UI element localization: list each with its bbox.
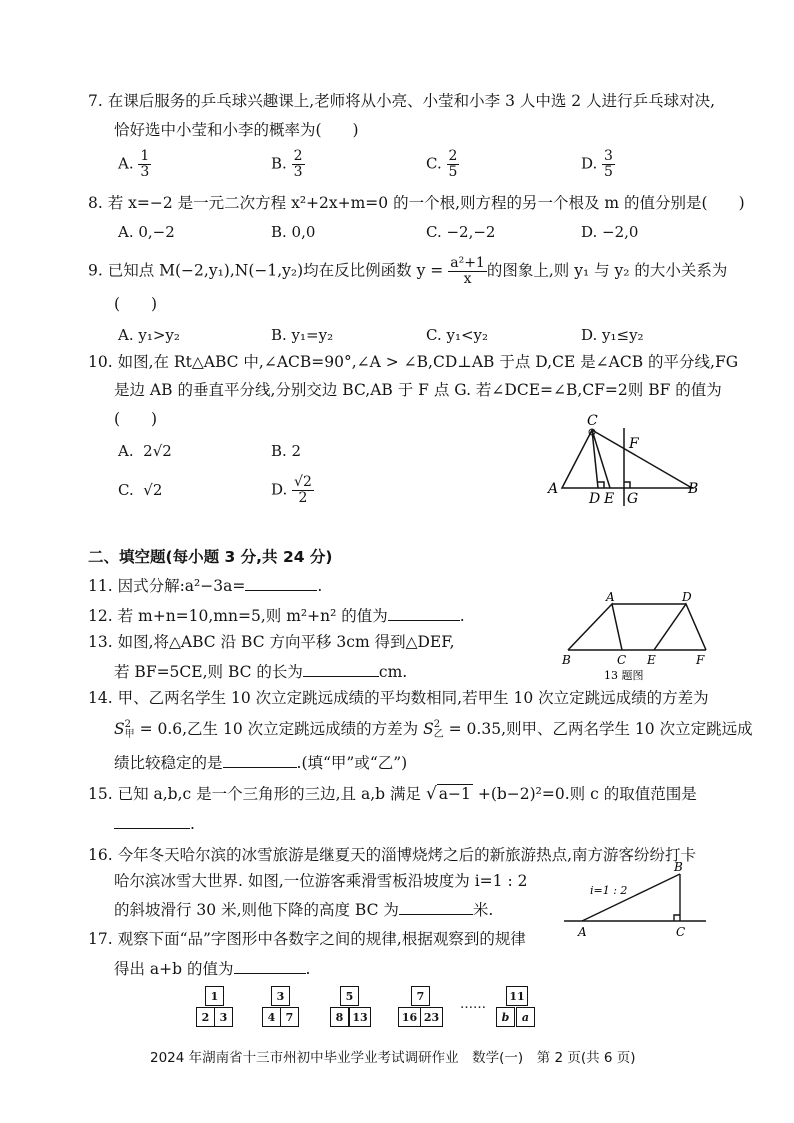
slope-ratio-label: i=1 : 2	[590, 884, 628, 897]
label-g: G	[627, 491, 639, 507]
pin-figure-2	[258, 986, 304, 1030]
pin-left-cell: 4	[262, 1007, 281, 1027]
pin-left-cell: 8	[330, 1007, 349, 1027]
q17-answer-blank[interactable]	[234, 957, 306, 974]
section-fill-in-title: 二、填空题(每小题 3 分,共 24 分)	[88, 548, 333, 566]
q10-triangle-figure	[540, 410, 710, 510]
q13-answer-blank[interactable]	[303, 660, 379, 677]
q13-translation-figure	[556, 592, 716, 684]
q16-line3: 的斜坡滑行 30 米,则他下降的高度 BC 为 米.	[114, 898, 493, 920]
q15-answer-blank[interactable]	[114, 812, 190, 829]
label-d: D	[682, 592, 692, 604]
q12: 12. 若 m+n=10,mn=5,则 m²+n² 的值为 .	[88, 604, 465, 626]
pin-top-cell: 1	[205, 986, 224, 1006]
label-b: B	[688, 481, 699, 497]
q7-option-c: C. $\frac{2}{5}$	[426, 148, 458, 180]
q13-line1: 13. 如图,将△ABC 沿 BC 方向平移 3cm 得到△DEF,	[88, 633, 455, 651]
label-f: F	[629, 436, 639, 452]
pin-figure-3	[326, 986, 376, 1030]
label-f: F	[696, 653, 705, 667]
q8-option-c: C. −2,−2	[426, 223, 496, 241]
q12-answer-blank[interactable]	[388, 604, 460, 621]
q9-option-a: A. y₁>y₂	[118, 326, 180, 344]
pin-right-cell: 3	[214, 1007, 233, 1027]
right-angle-d	[598, 482, 604, 488]
figure-13-caption: 13 题图	[604, 669, 644, 682]
slope-ab	[582, 874, 680, 921]
pin-top-cell: 11	[506, 986, 528, 1006]
q7-option-a: A. $\frac{1}{3}$	[118, 148, 150, 180]
q7-line1: 7. 在课后服务的乒乓球兴趣课上,老师将从小亮、小莹和小李 3 人中选 2 人进行乒乓球对决,	[88, 92, 716, 110]
q10-line1: 10. 如图,在 Rt△ABC 中,∠ACB=90°,∠A > ∠B,CD⊥AB 于点 D,CE 是∠ACB 的平分线,FG	[88, 353, 739, 371]
right-angle-c	[674, 915, 680, 921]
label-e: E	[647, 653, 656, 667]
q14-line3: 绩比较稳定的是 .(填“甲”或“乙”)	[114, 751, 407, 773]
label-e: E	[604, 491, 615, 507]
label-c: C	[676, 925, 686, 939]
q15-line1: 15. 已知 a,b,c 是一个三角形的三边,且 a,b 满足 √ a−1 +(b−2)²=0.则 c 的取值范围是	[88, 784, 697, 804]
pin-figure-1	[192, 986, 238, 1030]
q14-line2: S 2 甲 = 0.6,乙生 10 次立定跳远成绩的方差为 S 2 乙 = 0.35,则甲、乙两名学生 10 次立定跳远成	[114, 719, 753, 740]
q9-option-c: C. y₁<y₂	[426, 326, 489, 344]
q8-option-b: B. 0,0	[271, 223, 316, 241]
pin-left-cell: b	[496, 1007, 515, 1027]
pin-figure-4	[396, 986, 450, 1030]
triangle-def	[654, 604, 706, 650]
pin-top-cell: 5	[340, 986, 359, 1006]
label-a: A	[606, 592, 615, 604]
q7-line2: 恰好选中小莹和小李的概率为( )	[114, 121, 359, 139]
pin-right-cell: 7	[280, 1007, 299, 1027]
q9-option-b: B. y₁=y₂	[271, 326, 334, 344]
pin-right-cell: 13	[349, 1007, 371, 1027]
pin-top-cell: 3	[271, 986, 290, 1006]
q17-line1: 17. 观察下面“品”字图形中各数字之间的规律,根据观察到的规律	[88, 930, 526, 948]
q17-line2: 得出 a+b 的值为 .	[114, 957, 310, 979]
label-c: C	[587, 413, 598, 429]
label-a: A	[578, 925, 587, 939]
page-footer: 2024 年湖南省十三市州初中毕业学业考试调研作业 数学(一) 第 2 页(共 6 页)	[150, 1050, 636, 1066]
q16-answer-blank[interactable]	[399, 898, 473, 915]
pin-right-cell: 23	[420, 1007, 443, 1027]
pin-left-cell: 16	[398, 1007, 421, 1027]
q10-option-a: A. 2√2	[118, 442, 172, 460]
pin-top-cell: 7	[411, 986, 430, 1006]
pin-left-cell: 2	[196, 1007, 215, 1027]
q15-line2: .	[114, 812, 195, 834]
q10-line3: ( )	[114, 410, 158, 428]
pin-figure-5	[492, 986, 546, 1030]
q9-line2: ( )	[114, 295, 158, 313]
label-b: B	[562, 653, 571, 667]
right-angle-g	[624, 482, 630, 488]
triangle-abc	[562, 430, 692, 488]
q11: 11. 因式分解:a²−3a= .	[88, 574, 322, 596]
q16-line2: 哈尔滨冰雪大世界. 如图,一位游客乘滑雪板沿坡度为 i=1 : 2	[114, 872, 528, 890]
pin-right-cell: a	[516, 1007, 535, 1027]
q14-line1: 14. 甲、乙两名学生 10 次立定跳远成绩的平均数相同,若甲生 10 次立定跳远成绩的方差为	[88, 689, 709, 707]
q7-option-d: D. $\frac{3}{5}$	[581, 148, 613, 180]
q8-line1: 8. 若 x=−2 是一元二次方程 x²+2x+m=0 的一个根,则方程的另一个根及 m 的值分别是( )	[88, 194, 745, 212]
q16-slope-figure	[560, 858, 710, 942]
q7-option-b: B. $\frac{2}{3}$	[271, 148, 303, 180]
q10-option-d: D. $\frac{√2}{2}$	[271, 474, 312, 506]
q8-option-d: D. −2,0	[581, 223, 639, 241]
label-d: D	[589, 491, 601, 507]
pin-ellipsis: ……	[460, 997, 486, 1012]
q14-answer-blank[interactable]	[223, 751, 297, 768]
label-b: B	[674, 860, 683, 874]
label-a: A	[548, 481, 559, 497]
triangle-abc	[568, 604, 622, 650]
q10-option-b: B. 2	[271, 442, 302, 460]
q10-line2: 是边 AB 的垂直平分线,分别交边 BC,AB 于 F 点 G. 若∠DCE=∠B,CF=2则 BF 的值为	[114, 381, 722, 399]
q13-line2: 若 BF=5CE,则 BC 的长为 cm.	[114, 660, 407, 682]
q10-option-c: C. √2	[118, 481, 163, 499]
q11-answer-blank[interactable]	[245, 574, 317, 591]
q9-option-d: D. y₁≤y₂	[581, 326, 644, 344]
q9-line1: 9. 已知点 M(−2,y₁),N(−1,y₂)均在反比例函数 y = $\frac{\text{a²+1}}{x}$ 的图象上,则 y₁ 与 y₂ 的大小关系为	[88, 255, 728, 287]
label-c: C	[617, 653, 627, 667]
q16-line1: 16. 今年冬天哈尔滨的冰雪旅游是继夏天的淄博烧烤之后的新旅游热点,南方游客纷纷打卡	[88, 846, 697, 864]
q8-option-a: A. 0,−2	[118, 223, 175, 241]
